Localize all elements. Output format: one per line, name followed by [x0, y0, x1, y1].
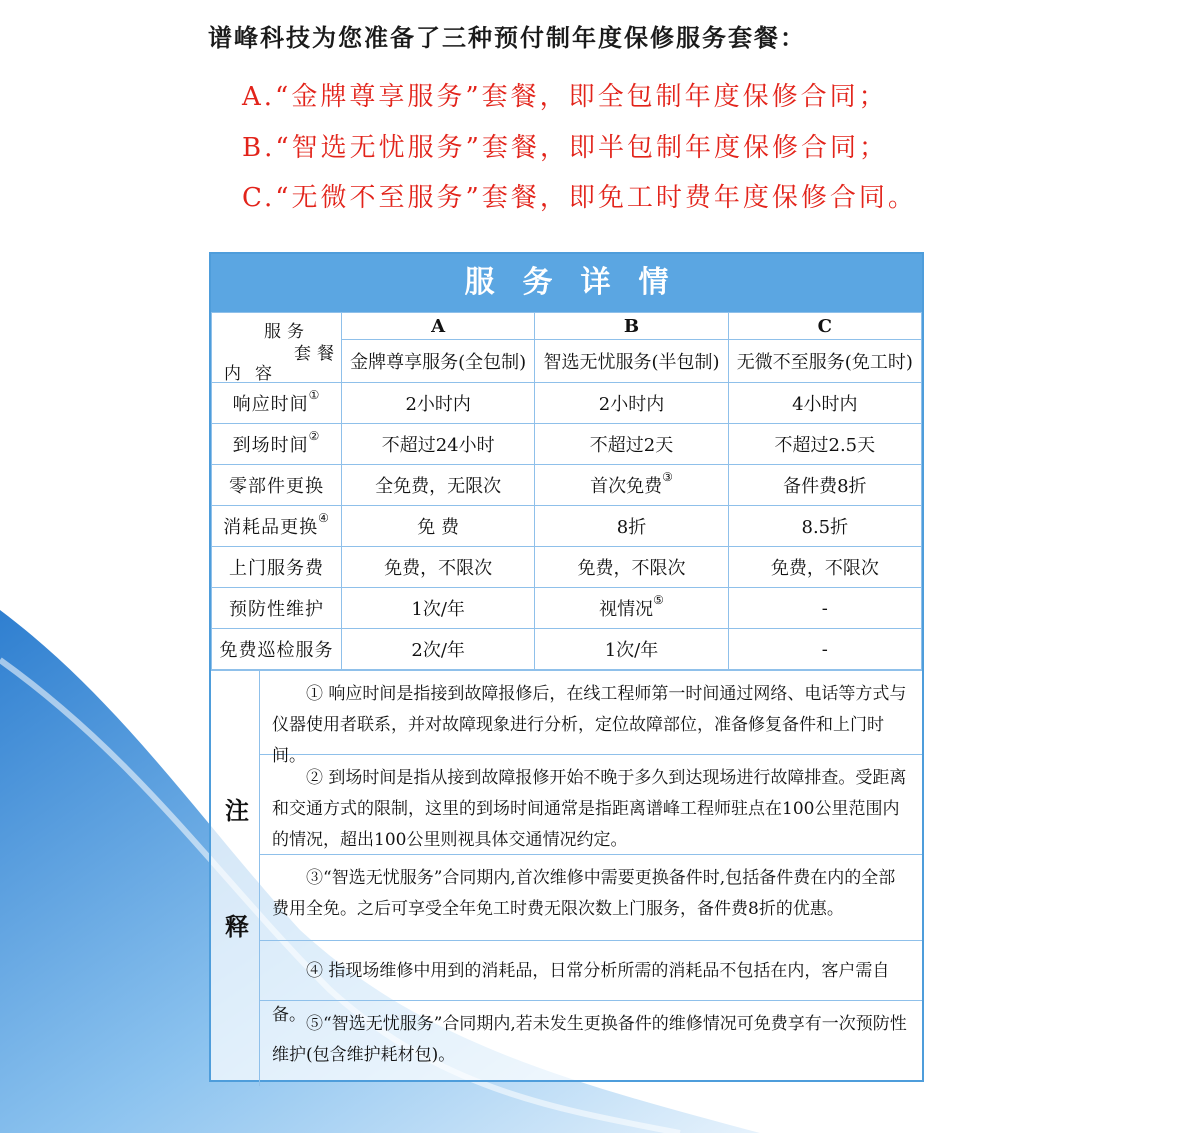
cell-b: [535, 465, 728, 506]
cell-c: [728, 629, 921, 670]
cell-a-text: 2小时内: [405, 394, 471, 415]
notes-section: [211, 670, 922, 1086]
cell-a: [342, 424, 535, 465]
row-label: [212, 547, 342, 588]
cell-c-text: 备件费8折: [783, 476, 867, 497]
row-label: [212, 383, 342, 424]
column-name-b: 智选无忧服务(半包制): [535, 340, 728, 383]
cell-b-text: 视情况: [599, 599, 654, 620]
note-item: ③“智选无忧服务”合同期内,首次维修中需要更换备件时,包括备件费在内的全部费用全免。之后可享受全年免工时费无限次数上门服务，备件费8折的优惠。: [260, 855, 922, 941]
footnote-mark: ②: [308, 429, 321, 443]
row-label-text: 消耗品更换: [223, 517, 319, 538]
row-label: [212, 424, 342, 465]
row-label: [212, 588, 342, 629]
row-label-text: 到场时间: [232, 435, 309, 456]
cell-a-text: 免费，不限次: [384, 558, 493, 579]
cell-a: [342, 629, 535, 670]
row-label-text: 上门服务费: [229, 558, 324, 579]
cell-c: [728, 506, 921, 547]
cell-b: [535, 547, 728, 588]
note-item: ④ 指现场维修中用到的消耗品，日常分析所需的消耗品不包括在内，客户需自备。: [260, 941, 922, 1001]
corner-bottom-label: 内容: [224, 364, 286, 384]
footnote-mark: ①: [308, 388, 321, 402]
cell-b: [535, 424, 728, 465]
row-label-text: 响应时间: [232, 394, 309, 415]
cell-b-text: 2小时内: [598, 394, 665, 415]
table-row: [212, 629, 922, 670]
cell-a-text: 免 费: [417, 517, 460, 538]
cell-a: [342, 465, 535, 506]
cell-b: [535, 629, 728, 670]
notes-body: [260, 671, 922, 1086]
service-details-panel: [209, 252, 924, 1082]
notes-label-bottom: 释: [225, 912, 249, 941]
table-row: [212, 465, 922, 506]
cell-b-text: 8折: [616, 517, 647, 538]
cell-c-text: 4小时内: [792, 394, 858, 415]
table-row: [212, 547, 922, 588]
cell-b: [535, 588, 728, 629]
cell-a-text: 2次/年: [411, 640, 465, 661]
panel-title: 服务详情: [211, 254, 922, 312]
cell-b-text: 1次/年: [604, 640, 659, 661]
table-row: [212, 588, 922, 629]
package-c-line: C.“无微不至服务”套餐，即免工时费年度保修合同。: [242, 183, 917, 213]
row-label: [212, 465, 342, 506]
column-letter-b: B: [535, 313, 728, 340]
column-letter-c: C: [728, 313, 921, 340]
table-corner-header: [212, 313, 342, 383]
cell-c: [728, 588, 921, 629]
column-letter-a: A: [342, 313, 535, 340]
cell-a: [342, 383, 535, 424]
table-row: [212, 383, 922, 424]
cell-c-text: 免费，不限次: [770, 558, 879, 579]
notes-label-top: 注: [225, 796, 249, 825]
cell-c-text: 不超过2.5天: [774, 435, 876, 456]
note-item: ① 响应时间是指接到故障报修后，在线工程师第一时间通过网络、电话等方式与仪器使用者联系，并对故障现象进行分析，定位故障部位，准备修复备件和上门时间。: [260, 671, 922, 755]
note-item: ⑤“智选无忧服务”合同期内,若未发生更换备件的维修情况可免费享有一次预防性维护(包含维护耗材包)。: [272, 1014, 907, 1065]
intro-text: 谱峰科技为您准备了三种预付制年度保修服务套餐：: [208, 23, 806, 52]
cell-c-text: -: [821, 638, 828, 660]
footnote-mark: ③: [662, 470, 673, 484]
cell-a-text: 全免费，无限次: [375, 476, 502, 497]
table-row: [212, 424, 922, 465]
cell-b-text: 不超过2天: [589, 435, 674, 456]
table-row: [212, 506, 922, 547]
cell-a: [342, 547, 535, 588]
cell-a: [342, 506, 535, 547]
cell-c: [728, 465, 921, 506]
corner-top-label: 服务: [264, 322, 310, 342]
note-item: ② 到场时间是指从接到故障报修开始不晚于多久到达现场进行故障排查。受距离和交通方式的限制，这里的到场时间通常是指距离谱峰工程师驻点在100公里范围内的情况，超出100公里则视具体交通情况约定。: [260, 755, 922, 855]
package-b-line: B.“智选无忧服务”套餐，即半包制年度保修合同；: [242, 133, 888, 163]
column-name-c: 无微不至服务(免工时): [728, 340, 921, 383]
row-label: [212, 629, 342, 670]
footnote-mark: ⑤: [653, 593, 664, 607]
corner-middle-label: 套餐: [294, 344, 340, 364]
package-a-line: A.“金牌尊享服务”套餐，即全包制年度保修合同；: [242, 82, 888, 112]
service-table: [211, 312, 922, 670]
table-body: [212, 383, 922, 670]
row-label-text: 零部件更换: [229, 476, 324, 497]
row-label: [212, 506, 342, 547]
cell-c-text: -: [821, 597, 828, 619]
row-label-text: 免费巡检服务: [219, 640, 334, 661]
cell-a-text: 1次/年: [411, 599, 465, 620]
cell-c-text: 8.5折: [801, 517, 849, 538]
cell-a-text: 不超过24小时: [381, 435, 495, 456]
cell-c: [728, 383, 921, 424]
notes-side-label: [211, 671, 260, 1086]
row-label-text: 预防性维护: [229, 599, 324, 620]
cell-b-text: 免费，不限次: [577, 558, 686, 579]
cell-b-text: 首次免费: [590, 476, 663, 497]
cell-c: [728, 547, 921, 588]
cell-c: [728, 424, 921, 465]
column-name-a: 金牌尊享服务(全包制): [342, 340, 535, 383]
cell-a: [342, 588, 535, 629]
footnote-mark: ④: [318, 511, 330, 525]
cell-b: [535, 383, 728, 424]
cell-b: [535, 506, 728, 547]
